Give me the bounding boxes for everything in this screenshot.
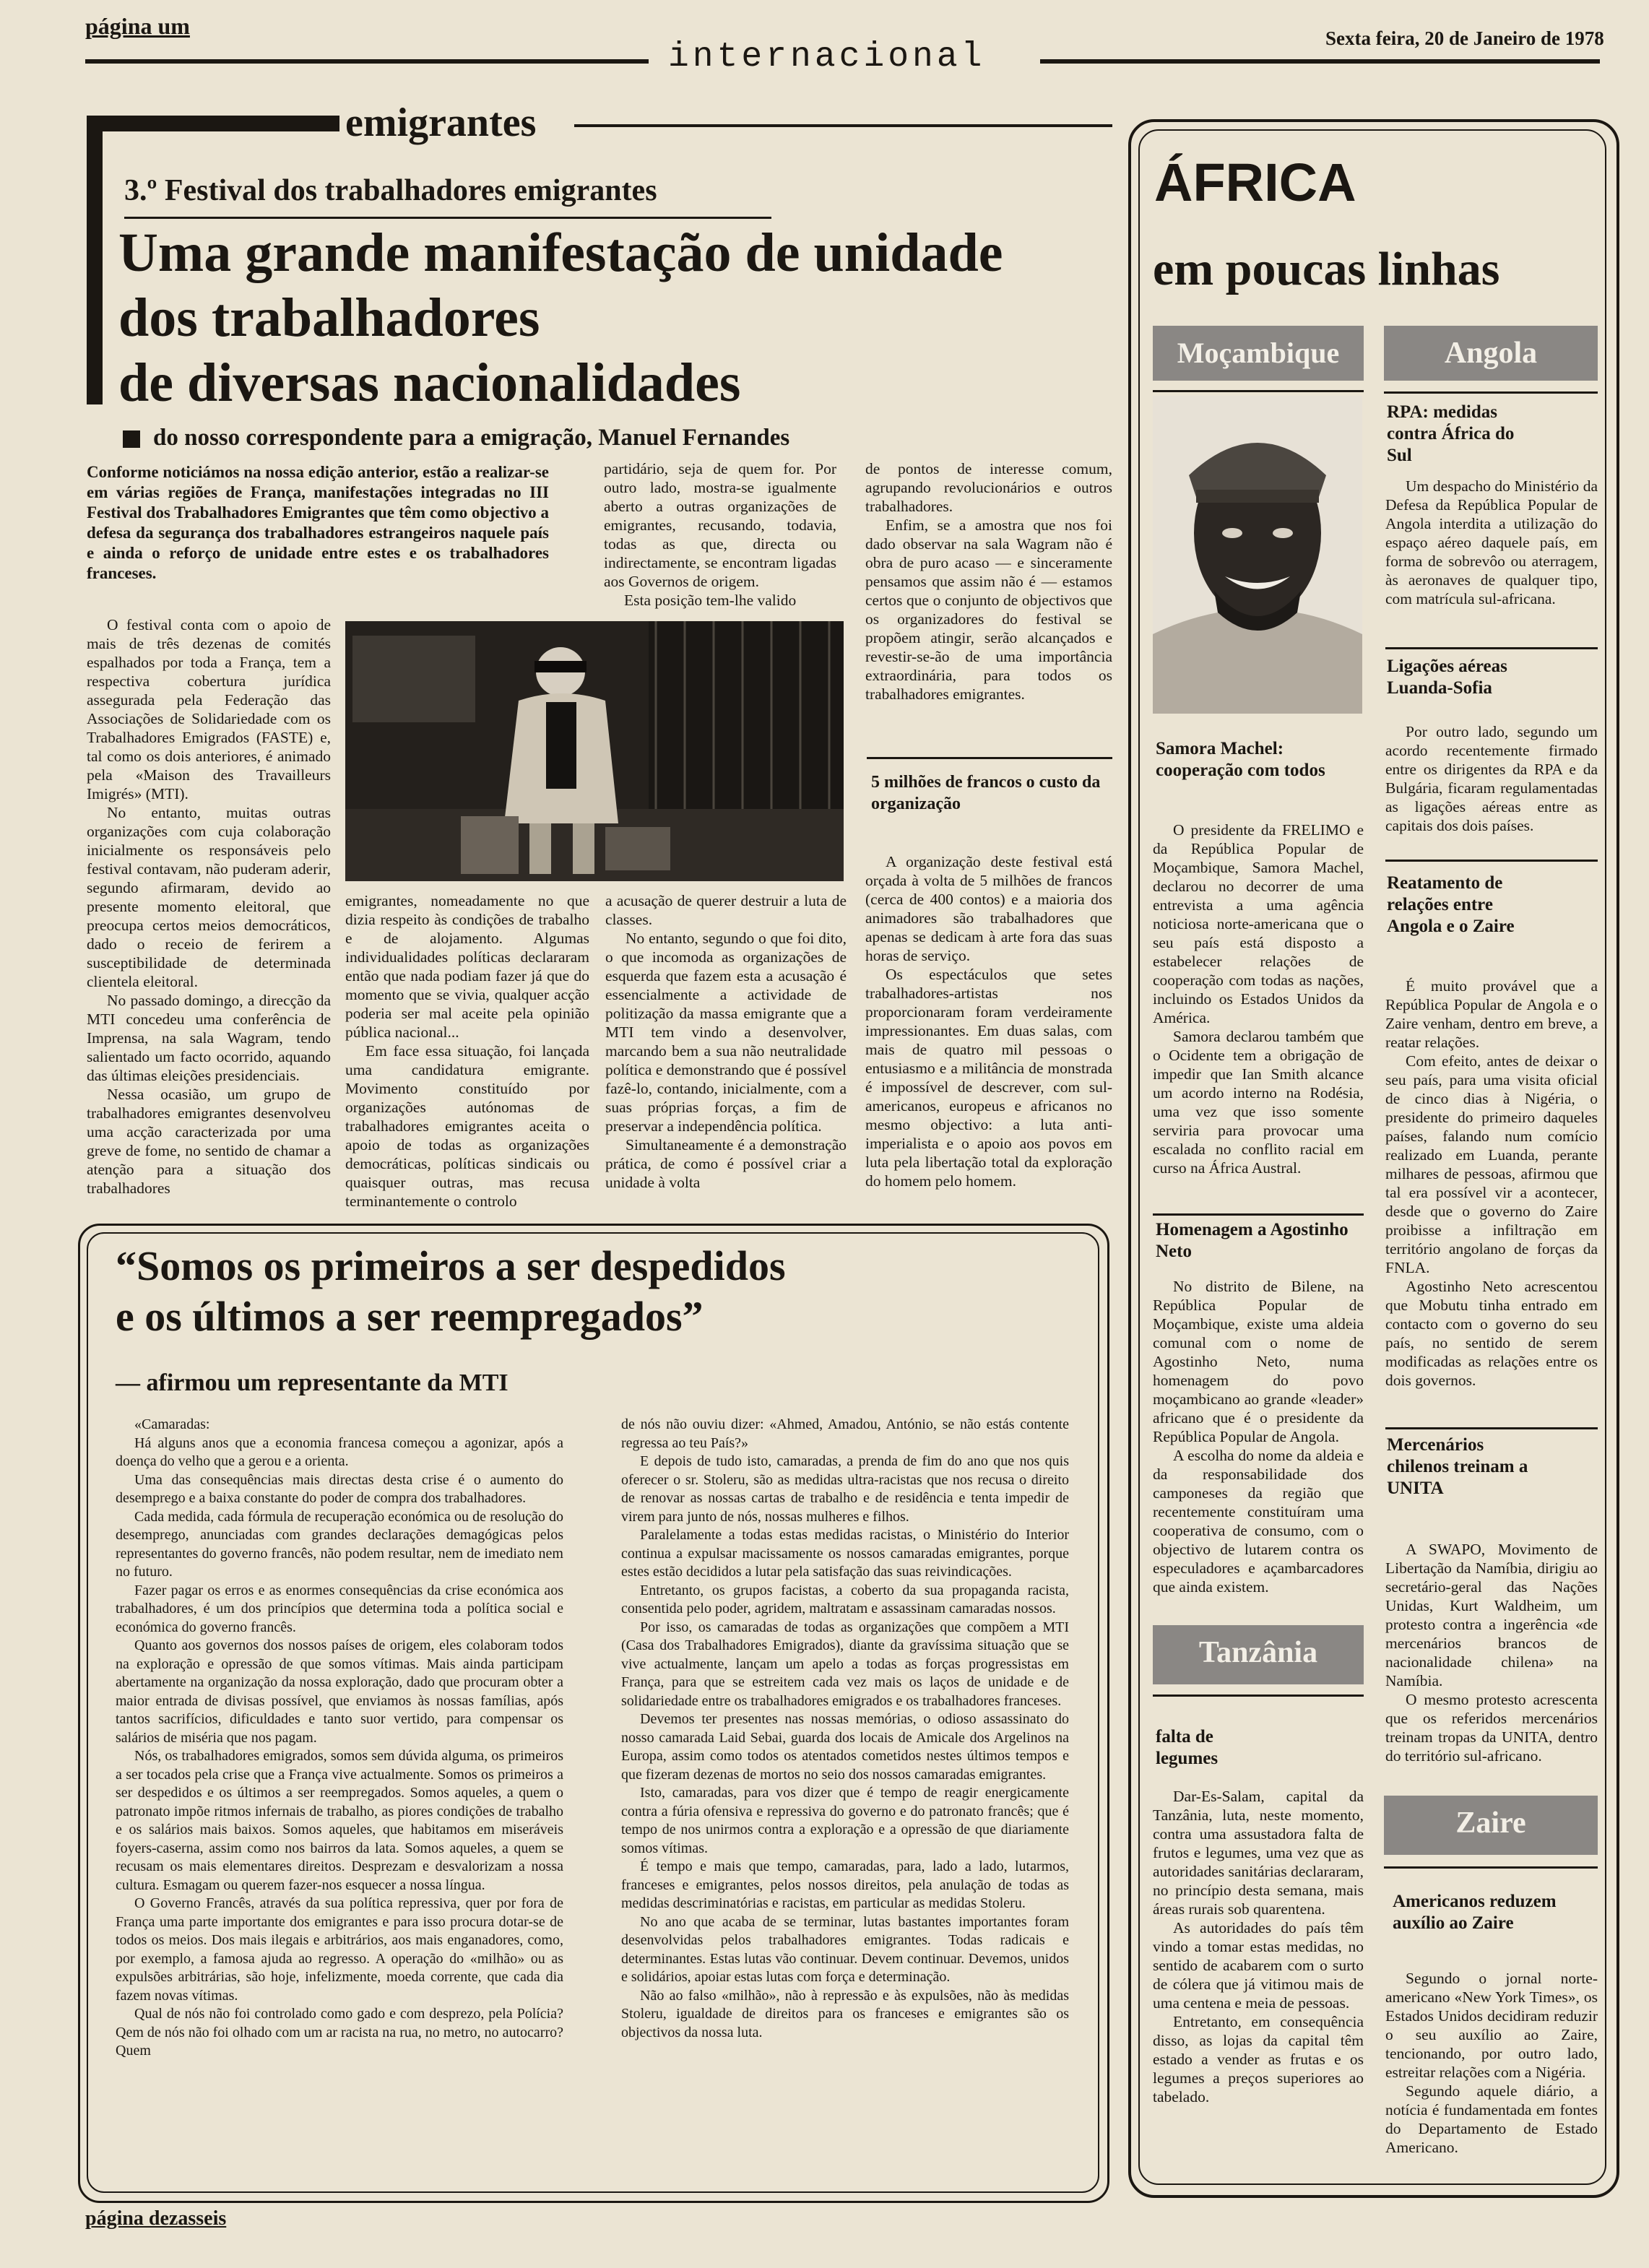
paragraph: Samora declarou também que o Ocidente tem a obrigação de impedir que Ian Smith alcance um acordo interno na Rodésia, uma vez que isso somente serviria para provocar uma escalada no conflito racial em curso na África Austral. bbox=[1153, 1028, 1364, 1177]
tab-mocambique-rule bbox=[1153, 390, 1364, 392]
paragraph: Fazer pagar os erros e as enormes consequências da crise económica aos trabalhadores, é um dos princípios que determina toda a política social e económica do governo francês. bbox=[116, 1582, 563, 1635]
issue-date: Sexta feira, 20 de Janeiro de 1978 bbox=[1325, 27, 1604, 49]
article-column-4-bottom bbox=[865, 852, 1112, 1190]
quote-right-column bbox=[621, 1416, 1069, 2042]
paragraph: de nós não ouviu dizer: «Ahmed, Amadou, António, se não estás contente regressa ao teu País?» bbox=[621, 1416, 1069, 1451]
quote-left-column bbox=[116, 1416, 563, 2061]
zaire-text bbox=[1385, 1969, 1598, 2157]
article-headline-1: Uma grande manifestação de unidade bbox=[118, 222, 1003, 283]
tab-tanzania: Tanzânia bbox=[1153, 1625, 1364, 1684]
paragraph: O mesmo protesto acrescenta que os referidos mercenários treinam tropas da UNITA, dentro do território sul-africano. bbox=[1385, 1691, 1598, 1765]
paragraph: Isto, camaradas, para vos dizer que é tempo de reagir energicamente contra a fúria ofensiva e repressiva do governo e do patronato francês; que é tempo de nos unirmos contra a exploração e a opressão de que diariamente somos vítimas. bbox=[621, 1785, 1069, 1856]
africa-title: ÁFRICA bbox=[1154, 152, 1356, 212]
tanzania-text bbox=[1153, 1787, 1364, 2106]
angola-divider-3 bbox=[1385, 1427, 1598, 1429]
paragraph: Entretanto, os grupos facistas, a coberto da sua propaganda racista, consentida pelo poder, agridem, maltratam e assassinam camaradas nossos. bbox=[621, 1582, 1069, 1616]
tab-tanzania-rule bbox=[1153, 1694, 1364, 1697]
subtitle-underline bbox=[124, 217, 771, 219]
byline-square bbox=[123, 430, 140, 448]
paragraph: A organização deste festival está orçada à volta de 5 milhões de francos (cerca de 400 contos) e a maioria dos animadores são trabalhadores que apenas se dedicam à arte fora das suas horas de serviço. bbox=[865, 853, 1112, 964]
paragraph: Agostinho Neto acrescentou que Mobutu tinha entrado em contacto com o governo do seu país, no sentido de serem modificadas as relações entre os dois governos. bbox=[1385, 1278, 1598, 1389]
paragraph: Quanto aos governos dos nossos países de origem, eles colaboram todos na exploração e opressão de que somos vítimas. Mais ainda participam abertamente na organização da nossa exploração, dado que procuram obter a maior entrada de divisas possível, que enviamos às nossas famílias, após tantos sacrifícios, dificuldades e tanto suor vertido, para compensar os salários de miséria que nos pagam. bbox=[116, 1637, 563, 1746]
paragraph: partidário, seja de quem for. Por outro lado, mostra-se igualmente aberto a outras organizações de emigrantes, recusando, todavia, todas as que, directa ou indirectamente, se encontram ligadas aos Governos de origem. bbox=[604, 460, 836, 590]
article-column-4-top bbox=[865, 459, 1112, 704]
article-lead: Conforme noticiámos na nossa edição anterior, estão a realizar-se em várias regiões de França, manifestações integradas no III Festival dos Trabalhadores Emigrantes que têm como objectivo a defesa da segurança dos trabalhadores estrangeiros naquele país e ainda o reforço de unidade entre estes e os trabalhadores franceses. bbox=[87, 463, 549, 582]
article-subtitle: 3.º Festival dos trabalhadores emigrantes bbox=[124, 174, 657, 207]
article-column-2-bottom bbox=[345, 891, 589, 1211]
article-headline-3: de diversas nacionalidades bbox=[118, 352, 741, 413]
paragraph: Paralelamente a todas estas medidas racistas, o Ministério do Interior continua a expulsar macissamente os nossos camaradas emigrantes, porque estes estão decididos a lutar pela satisfação das suas reivindicações. bbox=[621, 1527, 1069, 1580]
paragraph: O Governo Francês, através da sua política repressiva, quer por fora de França uma parte importante dos emigrantes e para isso procura dotar-se de todos os meios. Dos mais ilegais e arbitrários, aos mais enganadores, como, por exemplo, a famosa ajuda ao regresso. A operação do «milhão» ou as expulsões arbitrárias, são hoje, infelizmente, moeda corrente, que cada dia fazem novas vítimas. bbox=[116, 1895, 563, 2004]
paragraph: Não ao falso «milhão», não à repressão e às expulsões, não às medidas Stoleru, igualdade de direitos para os franceses e emigrantes são os objectivos da nossa luta. bbox=[621, 1987, 1069, 2040]
paragraph: É muito provável que a República Popular de Angola e o Zaire venham, dentro em breve, a reatar relações. bbox=[1385, 977, 1598, 1051]
paragraph: Em face essa situação, foi lançada uma candidatura emigrante. Movimento constituído por organizações autónomas de trabalhadores emigrantes aceita o apoio de todas as organizações democráticas, políticas sindicais ou quaisquer outras, mas recusa terminantemente o controlo bbox=[345, 1042, 589, 1210]
paragraph: Há alguns anos que a economia francesa começou a agonizar, após a doença do velho que a gerou e a orienta. bbox=[116, 1434, 563, 1469]
article-bracket-top bbox=[87, 116, 339, 131]
article-byline: do nosso correspondente para a emigração, Manuel Fernandes bbox=[153, 425, 790, 451]
angola-text-4 bbox=[1385, 1540, 1598, 1765]
paragraph: No distrito de Bilene, na República Popular de Moçambique, existe uma aldeia comunal com o nome de Agostinho Neto, numa homenagem do povo moçambicano ao grande «leader» africano que é o presidente da República Popular de Angola. bbox=[1153, 1278, 1364, 1445]
mocambique-text-2 bbox=[1153, 1277, 1364, 1596]
samora-machel-photo bbox=[1153, 396, 1362, 714]
paragraph: Simultaneamente é a demonstração prática, de como é possível criar a unidade à volta bbox=[605, 1136, 847, 1191]
article-bracket-vertical bbox=[87, 116, 103, 404]
angola-head-2: Ligações aéreas Luanda-Sofia bbox=[1387, 657, 1507, 698]
paragraph: Devemos ter presentes nas nossas memórias, o odioso assassinato do nosso camarada Laid Sebai, guarda dos locais de Amicale dos Argelinos na Europa, assim como todos os atentados cometidos nestes últimos tempos e que fizeram dezenas de mortos no seio dos nossos camaradas emigrantes. bbox=[621, 1711, 1069, 1783]
paragraph: E depois de tudo isto, camaradas, a prenda de fim do ano que nos quis oferecer o sr. Stoleru, são as medidas ultra-racistas que nos recusa o direito de renovar as nossas cartas de trabalho e de residência e tenta impedir de virem para junto de nós, nossas mulheres e filhos. bbox=[621, 1453, 1069, 1525]
subhead-rule-top bbox=[867, 757, 1112, 759]
article-subhead: 5 milhões de francos o custo da organização bbox=[871, 773, 1101, 813]
paragraph: Segundo o jornal norte-americano «New York Times», os Estados Unidos decidiram reduzir o seu auxílio ao Zaire, tencionando, por outro lado, estreitar relações com a Nigéria. bbox=[1385, 1970, 1598, 2081]
article-column-1 bbox=[87, 615, 331, 1198]
article-kicker: emigrantes bbox=[345, 100, 537, 145]
quote-headline-1: “Somos os primeiros a ser despedidos bbox=[116, 1242, 786, 1289]
paragraph: O presidente da FRELIMO e da República Popular de Moçambique, Samora Machel, declarou no decorrer de uma entrevista a uma agência noticiosa norte-americana que o seu país está disposto a estabelecer relações de cooperação com todas as nações, incluindo os Estados Unidos da América. bbox=[1153, 821, 1364, 1026]
portrait-figure bbox=[1153, 396, 1362, 714]
angola-head-3: Reatamento de relações entre Angola e o Zaire bbox=[1387, 873, 1515, 936]
tab-zaire-rule bbox=[1384, 1866, 1598, 1869]
header-rule-left bbox=[85, 59, 649, 64]
paragraph: No entanto, segundo o que foi dito, o que incomoda as organizações de esquerda que fazem esta a acusação é essencialmente a actividade de politização da massa emigrante que a MTI tem vindo a desenvolver, marcando bem a sua não neutralidade política e demonstrando que é possível fazê-lo, contando, inicialmente, com a suas próprias forças, a fim de preservar a independência política. bbox=[605, 930, 847, 1135]
quote-deck: — afirmou um representante da MTI bbox=[116, 1369, 508, 1396]
article-headline-2: dos trabalhadores bbox=[118, 287, 540, 348]
paragraph: O festival conta com o apoio de mais de três dezenas de comités espalhados por toda a França, tem a respectiva cobertura jurídica assegurada pela Federação das Associações de Solidariedade com os Trabalhadores Emigrados (FASTE) e, tal como os dois anteriores, é animado pela «Maison des Travailleurs Imigrés» (MTI). bbox=[87, 616, 331, 802]
paragraph: Esta posição tem-lhe valido bbox=[624, 592, 797, 609]
africa-subtitle: em poucas linhas bbox=[1153, 243, 1500, 295]
paragraph: A SWAPO, Movimento de Libertação da Namíbia, dirigiu ao secretário-geral das Nações Unidas, Kurt Waldheim, um protesto contra a ingerência «de mercenários brancos de nacionalidade chilena» na Namíbia. bbox=[1385, 1541, 1598, 1689]
paragraph: «Camaradas: bbox=[134, 1416, 210, 1432]
paragraph: É tempo e mais que tempo, camaradas, para, lado a lado, lutarmos, franceses e emigrantes, pelos nossos direitos, pela anulação de todas as medidas descriminatórias e racistas, em particular as medidas Stoleru. bbox=[621, 1858, 1069, 1911]
article-column-2-top bbox=[604, 459, 836, 610]
tab-zaire: Zaire bbox=[1384, 1796, 1598, 1855]
page-footer: página dezasseis bbox=[85, 2207, 227, 2230]
angola-head-1: RPA: medidas contra África do Sul bbox=[1387, 402, 1515, 465]
angola-divider-1 bbox=[1385, 647, 1598, 649]
mocambique-divider bbox=[1153, 1213, 1364, 1216]
publication-name: página um bbox=[85, 13, 190, 39]
paragraph: Dar-Es-Salam, capital da Tanzânia, luta, neste momento, contra uma assustadora falta de frutos e legumes, uma vez que as autoridades sanitárias declararam, no princípio desta semana, mais áreas rurais sob quarentena. bbox=[1153, 1788, 1364, 1918]
mocambique-head-2: Homenagem a Agostinho Neto bbox=[1156, 1220, 1349, 1261]
section-title: internacional bbox=[668, 38, 986, 77]
paragraph: Segundo aquele diário, a notícia é fundamentada em fontes do Departamento de Estado Americano. bbox=[1385, 2082, 1598, 2156]
paragraph: Com efeito, antes de deixar o seu país, para uma visita oficial de cinco dias à Nigéria, o presidente do primeiro daqueles países, falando num comício realizado em Luanda, perante milhares de pessoas, afirmou que tal era possível vir a acontecer, desde que o governo do Zaire proibisse a infiltração em território angolano de forças da FNLA. bbox=[1385, 1052, 1598, 1276]
paragraph: As autoridades do país têm vindo a tomar estas medidas, no sentido de acabarem com o surto de cólera que já vitimou mais de uma centena e meia de pessoas. bbox=[1153, 1919, 1364, 2012]
tab-angola: Angola bbox=[1384, 326, 1598, 381]
paragraph: Por outro lado, segundo um acordo recentemente firmado entre os dirigentes da RPA e da Bulgária, ficaram regulamentadas as ligações aéreas entre as capitais dos dois países. bbox=[1385, 723, 1598, 834]
paragraph: Por isso, os camaradas de todas as organizações que compõem a MTI (Casa dos Trabalhadores Emigrados), diante da gravíssima situação que se vive actualmente, lançam um apelo a todas as forças progressistas em França, para que se estreitem cada vez mais os laços de unidade e de solidariedade entre os trabalhadores emigrados e os trabalhadores franceses. bbox=[621, 1619, 1069, 1709]
paragraph: Nós, os trabalhadores emigrados, somos sem dúvida alguma, os primeiros a ser tocados pela crise que a França vive actualmente. Somos os primeiros a ser despedidos e os últimos a ser reempregados. Somos aqueles, a quem o patronato impõe ritmos infernais de trabalho, as piores condições de trabalho e os salários mais baixos. Somos aqueles, que habitamos em miseráveis foyers-caserna, assim como nos bairros da lata. Somos aqueles, a quem se recusam os mais elementares direitos. Desprezam e desvalorizam a nossa cultura. Esmagam ou querem fazer-nos esquecer a nossa língua. bbox=[116, 1748, 563, 1893]
angola-divider-2 bbox=[1385, 860, 1598, 862]
paragraph: Qual de nós não foi controlado como gado e com desprezo, pela Polícia? Qem de nós não foi olhado com um ar racista na rua, no metro, no autocarro? Quem bbox=[116, 2006, 563, 2059]
paragraph: Entretanto, em consequência disso, as lojas da capital têm estado a vender as frutas e os legumes a preços superiores ao tabelado. bbox=[1153, 2013, 1364, 2105]
photo-figure bbox=[345, 621, 844, 881]
paragraph: de pontos de interesse comum, agrupando revolucionários e outros trabalhadores. bbox=[865, 460, 1112, 515]
angola-text-2 bbox=[1385, 722, 1598, 835]
paragraph: Enfim, se a amostra que nos foi dado observar na sala Wagram não é obra de puro acaso — e sinceramente pensamos que assim não é — estamos certos que o conjunto de objectivos que os organizadores do festival se propõem atingir, serão alcançados e revestir-se-ão de uma importância extraordinária, para todos os trabalhadores emigrantes. bbox=[865, 516, 1112, 703]
paragraph: No passado domingo, a direcção da MTI concedeu uma conferência de Imprensa, na sala Wagram, tendo salientado um facto ocorrido, aquando das últimas eleições presidenciais. bbox=[87, 992, 331, 1084]
angola-text-3 bbox=[1385, 977, 1598, 1390]
paragraph: emigrantes, nomeadamente no que dizia respeito às condições de trabalho e de alojamento. Algumas individualidades políticas declararam então que nada podiam fazer já que do momento que se vivia, qualquer acção poderia ser mal aceite pela opinião pública nacional... bbox=[345, 892, 589, 1041]
quote-headline-2: e os últimos a ser reempregados” bbox=[116, 1293, 704, 1340]
paragraph: Nessa ocasião, um grupo de trabalhadores emigrantes desenvolveu uma acção caracterizada por uma greve de fome, no sentido de chamar a atenção para a situação dos trabalhadores bbox=[87, 1086, 331, 1197]
mocambique-text bbox=[1153, 821, 1364, 1177]
article-column-3-bottom bbox=[605, 891, 847, 1192]
emigrant-photo bbox=[345, 621, 844, 881]
tab-angola-rule bbox=[1384, 391, 1598, 394]
paragraph: Uma das consequências mais directas desta crise é o aumento do desemprego e a baixa constante do poder de compra dos trabalhadores. bbox=[116, 1471, 563, 1506]
angola-head-4: Mercenários chilenos treinam a UNITA bbox=[1387, 1435, 1528, 1498]
paragraph: No ano que acaba de se terminar, lutas bastantes importantes foram desenvolvidas pelos trabalhadores emigrantes. Todas radicais e determinantes. Estas lutas vão continuar. Devem continuar. Devemos, unidos e solidários, apoiar estas lutas com força e determinação. bbox=[621, 1913, 1069, 1985]
mocambique-caption: Samora Machel: cooperação com todos bbox=[1156, 739, 1325, 780]
tanzania-head: falta de legumes bbox=[1156, 1727, 1219, 1768]
paragraph: Os espectáculos que setes trabalhadores-artistas nos proporcionaram foram verdeiramente impressionantes. Em duas salas, com mais de quatro mil pessoas o entusiasmo e a militância de monstrada é impossível de descrever, com sul-americanos, europeus e africanos no mesmo objectivo: a luta anti-imperialista e o apoio aos povos em luta pela libertação total da exploração do homem pelo homem. bbox=[865, 966, 1112, 1190]
kicker-rule bbox=[574, 124, 1112, 127]
angola-text-1 bbox=[1385, 477, 1598, 608]
tab-mocambique: Moçambique bbox=[1153, 326, 1364, 381]
paragraph: a acusação de querer destruir a luta de classes. bbox=[605, 892, 847, 928]
paragraph: Um despacho do Ministério da Defesa da República Popular de Angola interdita a utilização do espaço aéreo daquele país, em forma de sobrevôo ou aterragem, às aeronaves de qualquer tipo, com matrícula sul-africana. bbox=[1385, 477, 1598, 607]
header-rule-right bbox=[1040, 59, 1600, 64]
paragraph: No entanto, muitas outras organizações com cuja colaboração inicialmente os responsáveis pelo festival contavam, não puderam aderir, segundo afirmaram, devido ao presente momento eleitoral, que preocupa certos meios democráticos, dado o receio de ferirem a susceptibilidade de determinada clientela eleitoral. bbox=[87, 804, 331, 990]
zaire-head: Americanos reduzem auxílio ao Zaire bbox=[1393, 1892, 1557, 1933]
paragraph: Cada medida, cada fórmula de recuperação económica ou de resolução do desemprego, anunciadas com grandes declarações demagógicas pelos representantes do governo francês, não podem resultar, nem de imediato nem no futuro. bbox=[116, 1508, 563, 1580]
paragraph: A escolha do nome da aldeia e da responsabilidade dos camponeses da região que recentemente constituíram uma cooperativa de consumo, com o objectivo de lutarem contra os especuladores e açambarcadores que ainda existem. bbox=[1153, 1447, 1364, 1596]
